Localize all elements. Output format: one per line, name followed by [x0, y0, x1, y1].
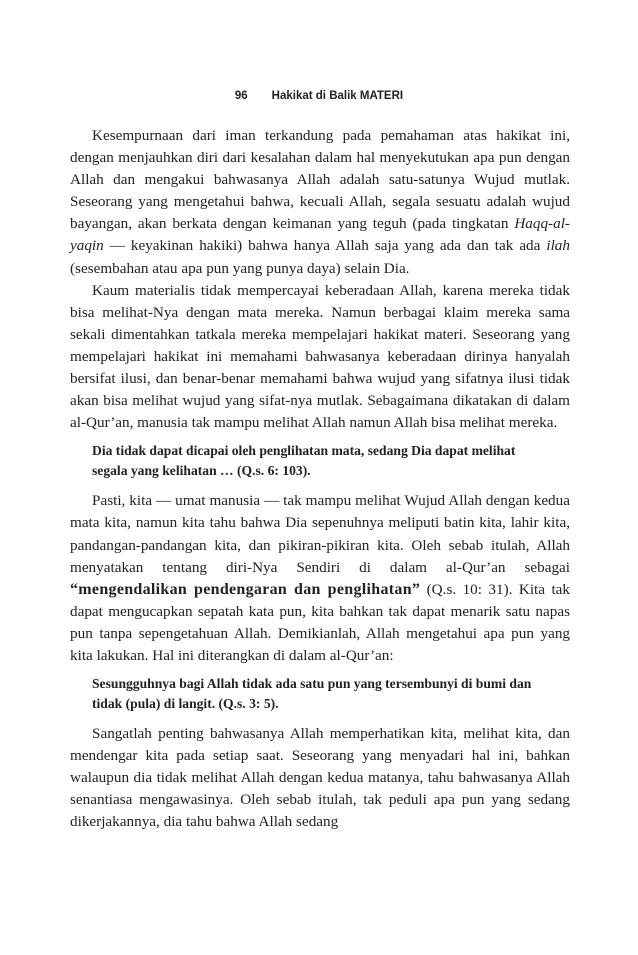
term-haqq-al-yaqin: Haqq-al-yaqin [70, 215, 570, 255]
paragraph-1-part-b: — keyakinan hakiki) bahwa hanya Allah saja yang ada dan tak ada [103, 237, 547, 255]
body-text [70, 125, 570, 834]
running-title: Hakikat di Balik MATERI [271, 90, 404, 102]
paragraph-3-part-a: Pasti, kita — umat manusia — tak mampu melihat Wujud Allah dengan kedua mata kita, namun kita tahu bahwa Dia sepenuhnya meliputi batin kita, lahir kita, pandangan-pandangan kita, dan pikiran-pikiran kita. Oleh sebab itulah, Allah menyatakan tentang diri-Nya Sendiri di dalam al-Qur’an sebagai [70, 492, 570, 576]
paragraph-1-part-a: Kesempurnaan dari iman terkandung pada pemahaman atas hakikat ini, dengan menjauhkan diri dari kesalahan dalam hal menyekutukan apa pun dengan Allah dan mengakui bahwasanya Allah adalah satu-satunya Wujud mutlak. Seseorang yang mengetahui bahwa, kecuali Allah, segala sesuatu adalah wujud bayangan, akan berkata dengan keimanan yang teguh (pada tingkatan [70, 127, 570, 233]
paragraph-3-part-b: (Q.s. 10: 31). Kita tak dapat mengucapkan sepatah kata pun, kita bahkan tak dapat menarik satu napas pun tanpa sepengetahuan Allah. Demikianlah, Allah mengetahui apa pun yang kita lakukan. Hal ini diterangkan di dalam al-Qur’an: [70, 580, 570, 664]
paragraph-2: Kaum materialis tidak mempercayai keberadaan Allah, karena mereka tidak bisa melihat-Nya dengan mata mereka. Namun berbagai klaim mereka sama sekali dimentahkan tatkala mereka mempelajari hakikat materi. Seseorang yang mempelajari hakikat ini memahami bahwasanya keberadaan dirinya hanyalah bersifat ilusi, dan benar-benar memahami bahwa wujud yang sifatnya ilusi tidak akan bisa melihat wujud yang sifat-nya mutlak. Sebagaimana dikatakan di dalam al-Qur’an, manusia tak mampu melihat Allah namun Allah bisa melihat mereka. [70, 281, 570, 432]
paragraph-4: Sangatlah penting bahwasanya Allah memperhatikan kita, melihat kita, dan mendengar kita pada setiap saat. Seseorang yang menyadari hal ini, bahkan walaupun dia tidak melihat Allah dengan kedua matanya, tahu bahwasanya Allah senantiasa mengawasinya. Oleh sebab itulah, tak peduli apa pun yang sedang dikerjakannya, dia tahu bahwa Allah sedang [70, 725, 570, 831]
emphasis-phrase: “mengendalikan pendengaran dan penglihatan” [70, 580, 421, 598]
paragraph-1 [70, 125, 570, 280]
paragraph-3 [70, 490, 570, 667]
quran-quote-1: Dia tidak dapat dicapai oleh penglihatan mata, sedang Dia dapat melihat segala yang kelihatan … (Q.s. 6: 103). [92, 443, 516, 479]
term-ilah: ilah [546, 237, 570, 255]
paragraph-1-part-c: (sesembahan atau apa pun yang punya daya) selain Dia. [70, 259, 410, 277]
page-number: 96 [234, 90, 248, 102]
quran-quote-2: Sesungguhnya bagi Allah tidak ada satu pun yang tersembunyi di bumi dan tidak (pula) di langit. (Q.s. 3: 5). [92, 676, 532, 712]
running-header [0, 90, 638, 102]
